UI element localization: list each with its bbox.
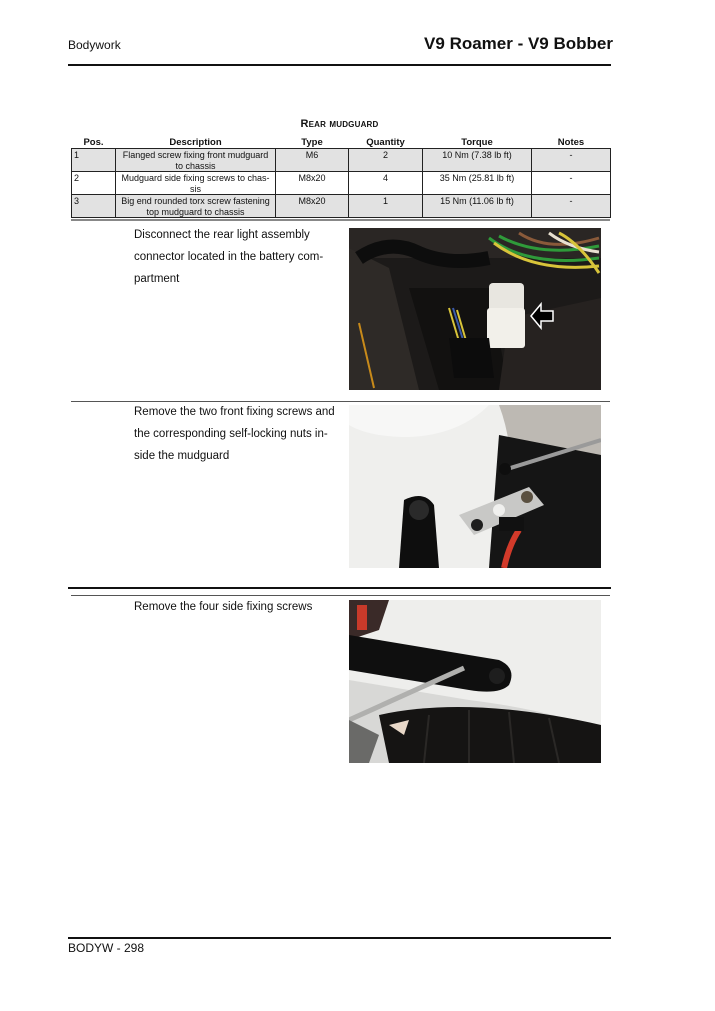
cell-quantity: 1 <box>349 195 423 218</box>
cell-torque: 10 Nm (7.38 lb ft) <box>423 149 532 172</box>
step-3-instruction: Remove the four side fixing screws <box>134 601 313 613</box>
section-title <box>0 118 715 130</box>
column-header-quantity: Quantity <box>366 137 405 148</box>
battery-compartment-connector-photo <box>349 228 601 390</box>
cell-notes: - <box>532 149 611 172</box>
cell-description: Mudguard side fixing screws to chas-sis <box>116 172 276 195</box>
column-header-pos: Pos. <box>83 137 104 148</box>
step-1-instruction: Disconnect the rear light assembly connector located in the battery com-partment <box>134 229 324 285</box>
cell-description: Flanged screw fixing front mudguard to chassis <box>116 149 276 172</box>
table-bottom-divider <box>71 219 610 221</box>
table-header-row <box>72 136 611 149</box>
cell-pos: 3 <box>72 195 116 218</box>
table-row <box>72 149 611 172</box>
cell-notes: - <box>532 195 611 218</box>
header-divider <box>68 64 611 66</box>
step-2-instruction: Remove the two front fixing screws and the corresponding self-locking nuts in-side the mudguard <box>134 406 335 462</box>
torque-spec-table <box>71 136 611 218</box>
cell-quantity: 4 <box>349 172 423 195</box>
column-header-description: Description <box>169 137 222 148</box>
column-header-notes: Notes <box>557 137 585 148</box>
side-fixing-screws-photo <box>349 600 601 763</box>
cell-notes: - <box>532 172 611 195</box>
cell-torque: 35 Nm (25.81 lb ft) <box>423 172 532 195</box>
cell-type: M8x20 <box>276 195 349 218</box>
column-header-torque: Torque <box>461 137 493 148</box>
cell-type: M6 <box>276 149 349 172</box>
section-divider-thick <box>68 587 611 589</box>
cell-torque: 15 Nm (11.06 lb ft) <box>423 195 532 218</box>
footer-divider <box>68 937 611 939</box>
page-number: BODYW - 298 <box>68 941 145 955</box>
section-title-text: Rear mudguard <box>300 118 379 130</box>
front-fixing-screws-photo <box>349 405 601 568</box>
header-section-label: Bodywork <box>68 38 121 52</box>
cell-pos: 2 <box>72 172 116 195</box>
cell-description: Big end rounded torx screw fastening top mudguard to chassis <box>116 195 276 218</box>
cell-pos: 1 <box>72 149 116 172</box>
cell-type: M8x20 <box>276 172 349 195</box>
table-row <box>72 195 611 218</box>
column-header-type: Type <box>301 137 323 148</box>
table-row <box>72 172 611 195</box>
header-model-title: V9 Roamer - V9 Bobber <box>424 34 613 53</box>
cell-quantity: 2 <box>349 149 423 172</box>
